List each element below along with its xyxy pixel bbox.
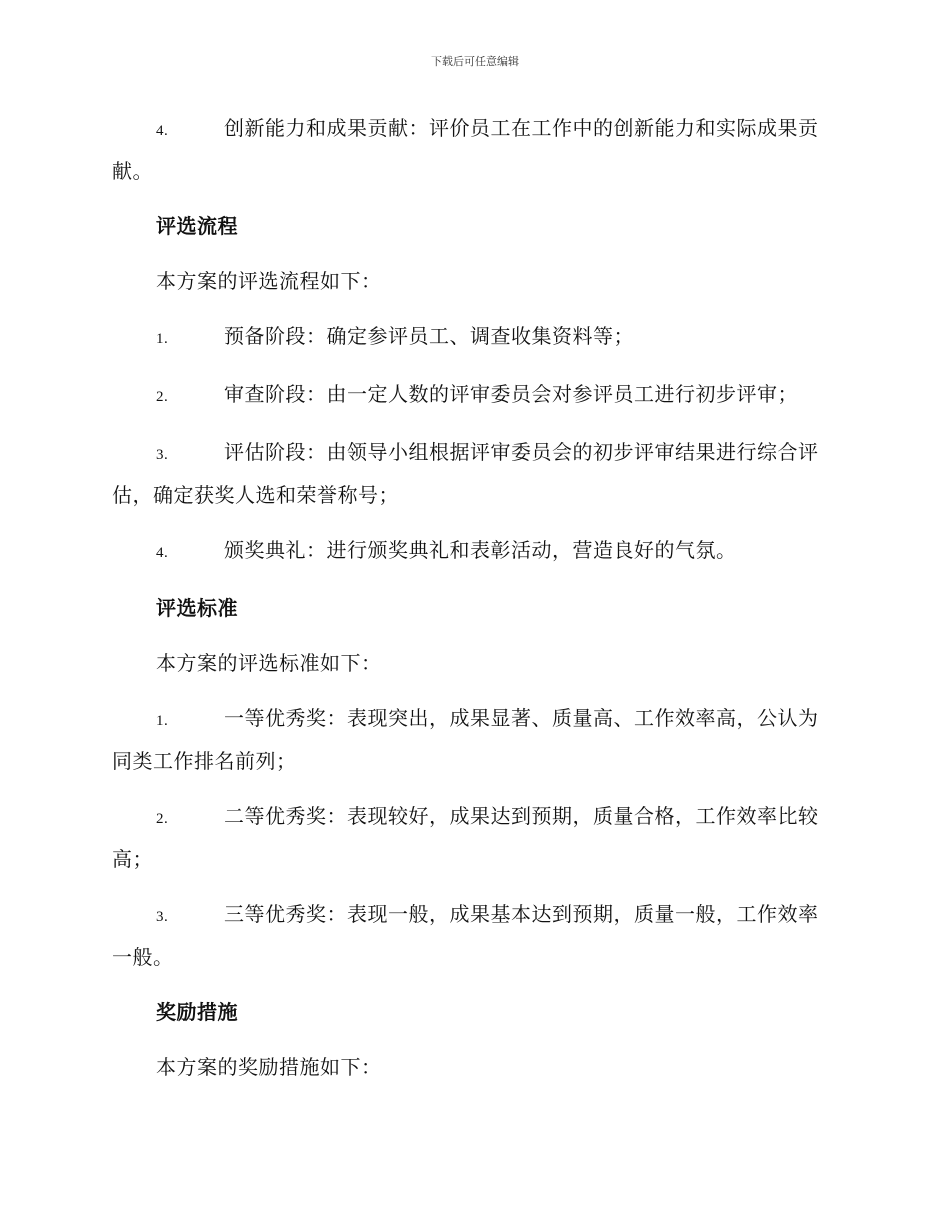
section-heading: 评选流程: [156, 214, 238, 238]
paragraph: 本方案的评选流程如下：: [156, 269, 382, 293]
list-number: 2.: [156, 389, 169, 405]
section-heading: 奖励措施: [156, 1000, 238, 1024]
list-text: 一等优秀奖：表现突出，成果显著、质量高、工作效率高，公认为同类工作排名前列；: [112, 706, 819, 773]
list-item: [112, 316, 832, 359]
list-item: [112, 530, 832, 573]
document-body: [112, 108, 832, 1087]
list-number: 1.: [156, 713, 169, 729]
list-text: 三等优秀奖：表现一般，成果基本达到预期，质量一般，工作效率一般。: [112, 902, 819, 969]
section-heading: 评选标准: [156, 596, 238, 620]
list-item: [112, 894, 832, 977]
list-item: [112, 108, 832, 191]
list-text: 评估阶段：由领导小组根据评审委员会的初步评审结果进行综合评估，确定获奖人选和荣誉称号；: [112, 440, 819, 507]
list-number: 3.: [156, 447, 169, 463]
list-text: 预备阶段：确定参评员工、调查收集资料等；: [224, 324, 634, 348]
list-number: 3.: [156, 909, 169, 925]
list-number: 4.: [156, 545, 169, 561]
list-item: [112, 374, 832, 417]
paragraph: 本方案的奖励措施如下：: [156, 1055, 382, 1079]
list-text: 颁奖典礼：进行颁奖典礼和表彰活动，营造良好的气氛。: [224, 538, 737, 562]
list-text: 审查阶段：由一定人数的评审委员会对参评员工进行初步评审；: [224, 382, 798, 406]
list-item: [112, 698, 832, 781]
list-number: 2.: [156, 811, 169, 827]
list-number: 1.: [156, 331, 169, 347]
page-header: 下载后可任意编辑: [431, 55, 519, 68]
paragraph: 本方案的评选标准如下：: [156, 651, 382, 675]
list-item: [112, 432, 832, 515]
list-item: [112, 796, 832, 879]
list-number: 4.: [156, 123, 169, 139]
list-text: 二等优秀奖：表现较好，成果达到预期，质量合格，工作效率比较高；: [112, 804, 819, 871]
list-text: 创新能力和成果贡献：评价员工在工作中的创新能力和实际成果贡献。: [112, 116, 819, 183]
